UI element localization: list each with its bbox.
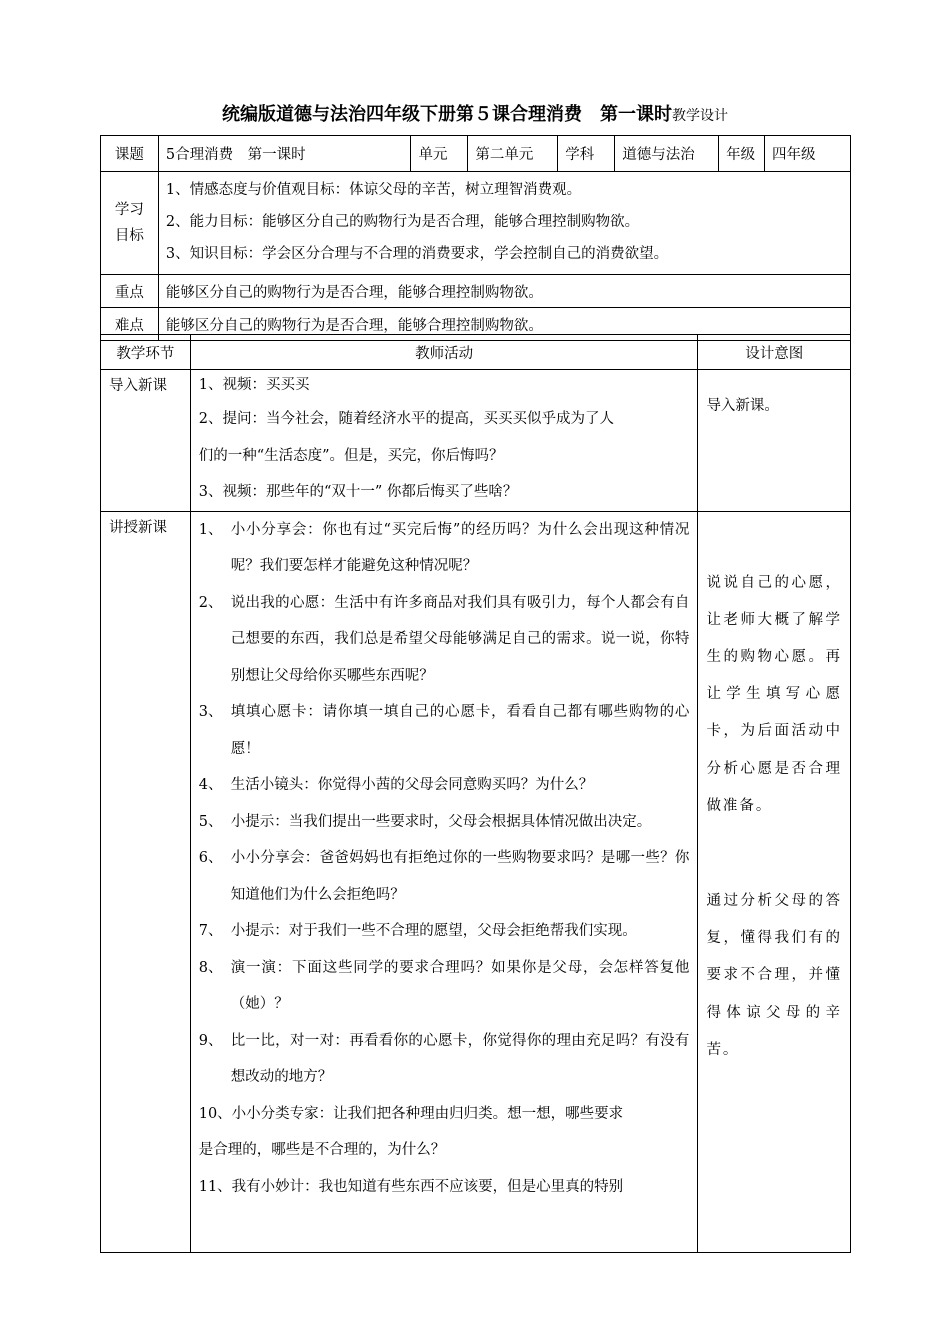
teaching-process-table bbox=[100, 334, 851, 1253]
objective-item: 3、知识目标：学会区分合理与不合理的消费要求，学会控制自己的消费欲望。 bbox=[165, 246, 669, 262]
process-header-row bbox=[101, 335, 851, 370]
key-point-label: 重点 bbox=[101, 275, 159, 308]
lecture-tail-line: 10、小小分类专家：让我们把各种理由归归类。想一想，哪些要求 bbox=[198, 1105, 624, 1122]
title-main: 统编版道德与法治四年级下册第５课合理消费 第一课时 bbox=[222, 104, 672, 125]
objectives-row bbox=[101, 172, 851, 275]
lecture-item: 4、 生活小镜头：你觉得小茜的父母会同意购买吗？为什么？ bbox=[198, 777, 594, 793]
intro-line: 2、提问：当今社会，随着经济水平的提高，买买买似乎成为了人 bbox=[198, 411, 614, 427]
difficulty-label: 难点 bbox=[101, 308, 159, 341]
lecture-item: 8、 演一演：下面这些同学的要求合理吗？如果你是父母，会怎样答复他（她）？ bbox=[198, 959, 690, 1012]
objectives-content bbox=[158, 172, 850, 275]
subject-label: 学科 bbox=[558, 136, 615, 172]
topic-value: 5合理消费 第一课时 bbox=[158, 136, 411, 172]
header-teacher-activity: 教师活动 bbox=[190, 335, 698, 370]
lecture-item: 9、 比一比，对一对：再看看你的心愿卡，你觉得你的理由充足吗？有没有想改动的地方？ bbox=[198, 1032, 690, 1085]
lecture-intent-1: 说说自己的心愿，让老师大概了解学生的购物心愿。再让学生填写心愿卡，为后面活动中分析心愿是否合理做准备。 bbox=[706, 574, 842, 814]
info-row bbox=[101, 136, 851, 172]
difficulty-text: 能够区分自己的购物行为是否合理，能够合理控制购物欲。 bbox=[158, 308, 850, 341]
objective-item: 2、能力目标：能够区分自己的购物行为是否合理，能够合理控制购物欲。 bbox=[165, 214, 640, 230]
unit-label: 单元 bbox=[411, 136, 468, 172]
header-design-intent: 设计意图 bbox=[698, 335, 851, 370]
subject-value: 道德与法治 bbox=[615, 136, 719, 172]
intro-activities bbox=[190, 370, 698, 512]
lecture-tail-line: 是合理的，哪些是不合理的，为什么？ bbox=[198, 1142, 446, 1158]
lecture-intent-2: 通过分析父母的答复，懂得我们有的要求不合理，并懂得体谅父母的辛苦。 bbox=[706, 892, 842, 1058]
lecture-item: 2、 说出我的心愿：生活中有许多商品对我们具有吸引力，每个人都会有自己想要的东西，我们总是希望父母能够满足自己的需求。说一说，你特别想让父母给你买哪些东西呢？ bbox=[198, 594, 690, 684]
intro-stage: 导入新课 bbox=[101, 370, 191, 512]
lecture-intent bbox=[698, 511, 851, 1252]
title-sub: 教学设计 bbox=[672, 108, 728, 124]
lecture-item: 3、 填填心愿卡：请你填一填自己的心愿卡，看看自己都有哪些购物的心愿！ bbox=[198, 704, 690, 757]
lecture-stage: 讲授新课 bbox=[101, 511, 191, 1252]
unit-value: 第二单元 bbox=[468, 136, 558, 172]
intro-line: 1、视频：买买买 bbox=[198, 377, 310, 393]
intro-row bbox=[101, 370, 851, 512]
topic-label: 课题 bbox=[101, 136, 159, 172]
key-point-text: 能够区分自己的购物行为是否合理，能够合理控制购物欲。 bbox=[158, 275, 850, 308]
grade-value: 四年级 bbox=[765, 136, 851, 172]
lesson-info-table bbox=[100, 135, 851, 341]
key-point-row bbox=[101, 275, 851, 308]
objectives-label bbox=[101, 172, 159, 275]
grade-label: 年级 bbox=[719, 136, 765, 172]
lecture-activities bbox=[190, 511, 698, 1252]
header-stage: 教学环节 bbox=[101, 335, 191, 370]
intro-line: 们的一种“生活态度”。但是，买完，你后悔吗？ bbox=[198, 447, 504, 464]
document-title bbox=[0, 100, 950, 126]
lecture-item: 6、 小小分享会：爸爸妈妈也有拒绝过你的一些购物要求吗？是哪一些？你知道他们为什么会拒绝吗？ bbox=[198, 850, 690, 903]
lecture-item: 7、 小提示：对于我们一些不合理的愿望，父母会拒绝帮我们实现。 bbox=[198, 923, 637, 939]
lecture-item: 5、 小提示：当我们提出一些要求时，父母会根据具体情况做出决定。 bbox=[198, 813, 652, 830]
objectives-label-line-2: 目标 bbox=[114, 228, 144, 244]
objectives-label-line-1: 学习 bbox=[114, 202, 144, 218]
intro-line: 3、视频：那些年的“双十一” 你都后悔买了些啥？ bbox=[198, 484, 518, 500]
lecture-item: 1、 小小分享会：你也有过“买完后悔”的经历吗？为什么会出现这种情况呢？我们要怎样才能避免这种情况呢？ bbox=[198, 521, 690, 574]
intro-intent: 导入新课。 bbox=[698, 370, 851, 512]
lecture-tail-line: 11、我有小妙计：我也知道有些东西不应该要，但是心里真的特别 bbox=[198, 1178, 624, 1195]
lecture-row bbox=[101, 511, 851, 1252]
objective-item: 1、情感态度与价值观目标：体谅父母的辛苦，树立理智消费观。 bbox=[165, 182, 582, 198]
